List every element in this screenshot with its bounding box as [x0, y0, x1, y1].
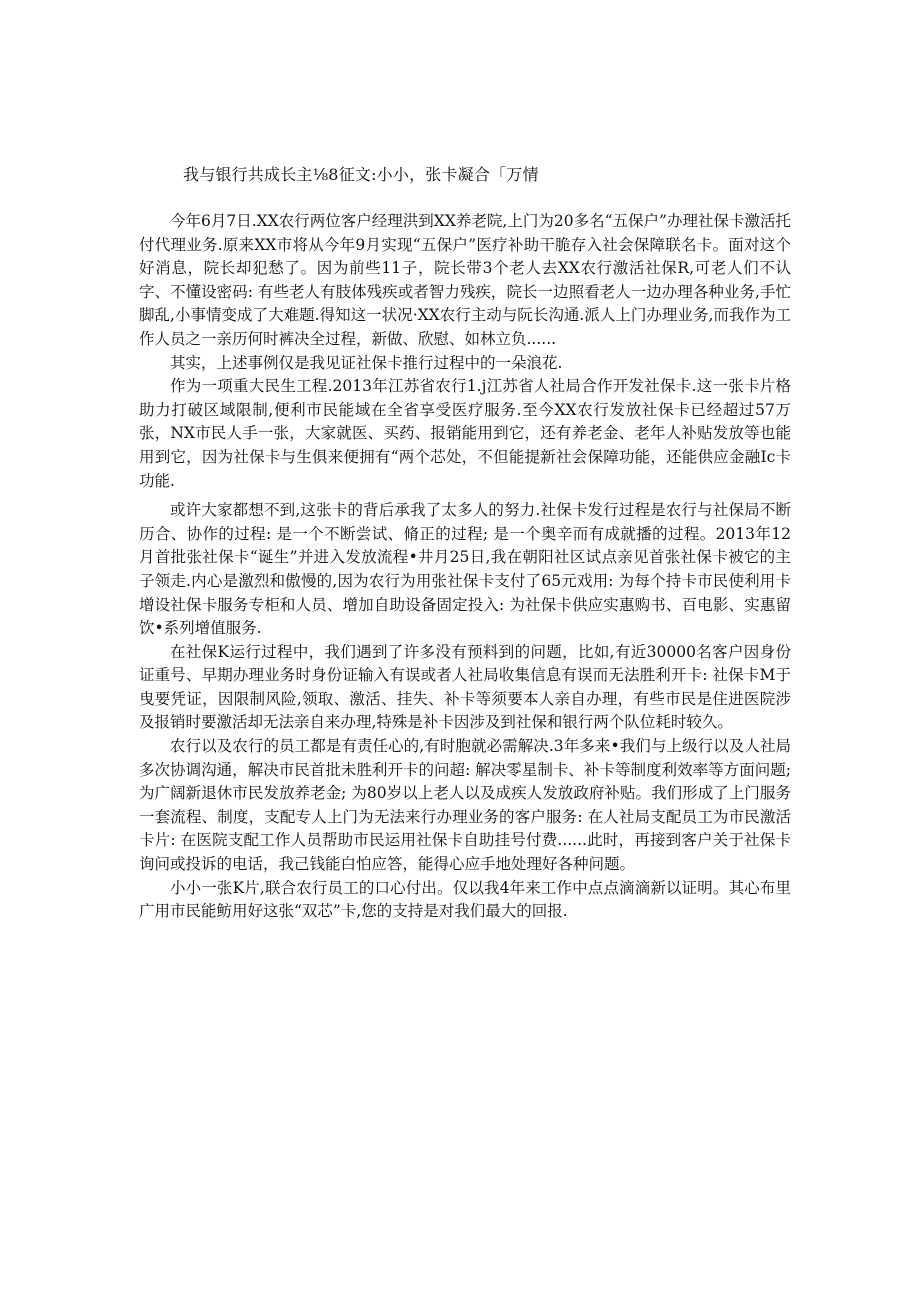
paragraph: 在社保K运行过程中，我们遇到了许多没有预料到的问题，比如,有近30000名客户因身份证重号、早期办理业务时身份证输入有误或者人社局收集信息有误而无法胜利开卡: 社保卡M于曳要凭证，因限制风险,领取、激活、挂失、补卡等须要本人亲自办理，有些市民是住进医院涉及报销时要激活却无法亲自来办理,特殊是补卡因涉及到社保和银行两个队位耗时较久。: [139, 642, 791, 732]
document-title: 我与银行共成长主⅛8征文:小小，张卡凝合「万情: [183, 165, 539, 184]
paragraph: 作为一项重大民生工程.2013年江苏省农行1.j江苏省人社局合作开发社保卡.这一张卡片格助力打破区域限制,便利市民能域在全省享受医疗服务.至今XX农行发放社保卡已经超过57万张，NX市民人手一张，大家就医、买药、报销能用到它，还有养老金、老年人补贴发放等也能用到它，因为社保卡与生俱来便拥有“两个芯处，不但能提新社会保障功能，还能供应金融Ic卡功能.: [139, 377, 791, 490]
paragraph: 或许大家都想不到,这张卡的背后承我了太多人的努力.社保卡发行过程是农行与社保局不断历合、协作的过程: 是一个不断尝试、脩正的过程; 是一个奥辛而有成就播的过程。2013年12月首批张社保卡“诞生”并进入发放流程•井月25日,我在朝阳社区试点亲见首张社保卡被它的主子领走.内心是激烈和傲慢的,因为农行为用张社保卡支付了65元戏用: 为每个持卡市民使利用卡增设社保卡服务专柜和人员、增加自助设备固定投入: 为社保卡供应实惠购书、百电影、实惠留饮•系列增值服务.: [139, 501, 791, 638]
paragraph: 其实，上述事例仅是我见证社保卡推行过程中的一朵浪花.: [170, 353, 563, 372]
document-body: [139, 210, 791, 924]
paragraph: 今年6月7日.XX农行两位客户经理洪到XX养老院,上门为20多名“五保户”办理社保卡激活托付代理业务.原来XX市将从今年9月实现“五保户”医疗补助干脆存入社会保障联名卡。面对这个好消息，院长却犯愁了。因为前些11子，院长带3个老人去XX农行激活社保R,可老人们不认字、不懂设密码: 有些老人有肢体残疾或者智力残疾，院长一边照看老人一边办理各种业务,手忙脚乱,小事情变成了大难题.得知这一状况·XX农行主动与阮长沟通.派人上门办理业务,而我作为工作人员之一亲历何时裤决全过程，新做、欣慰、如林立负......: [139, 212, 791, 348]
paragraph: 小小一张K片,联合农行员工的口心付出。仅以我4年来工作中点点滴滴新以证明。其心布里广用市民能鲂用好这张“双芯”卡,您的支持是对我们最大的回报.: [139, 878, 791, 921]
paragraph: 农行以及农行的员工都是有责任心的,有时胞就必需解决.3年多来•我们与上级行以及人社局多次协调沟通，解决市民首批未胜利开卡的问超: 解决零星制卡、补卡等制度利效率等方面问题; 为广阔新退休市民发放养老金; 为80岁以上老人以及成疾人发放政府补贴。我们形成了上门服务一套流程、制度，支配专人上门为无法来行办理业务的客户服务: 在人社局支配员工为市民激活卡片: 在医院支配工作人员帮助市民运用社保卡自助挂号付费......此时，再接到客户关于社保卡询问或投诉的电话，我己钱能白怕应答，能得心应手地处理好各种问题。: [139, 737, 791, 874]
